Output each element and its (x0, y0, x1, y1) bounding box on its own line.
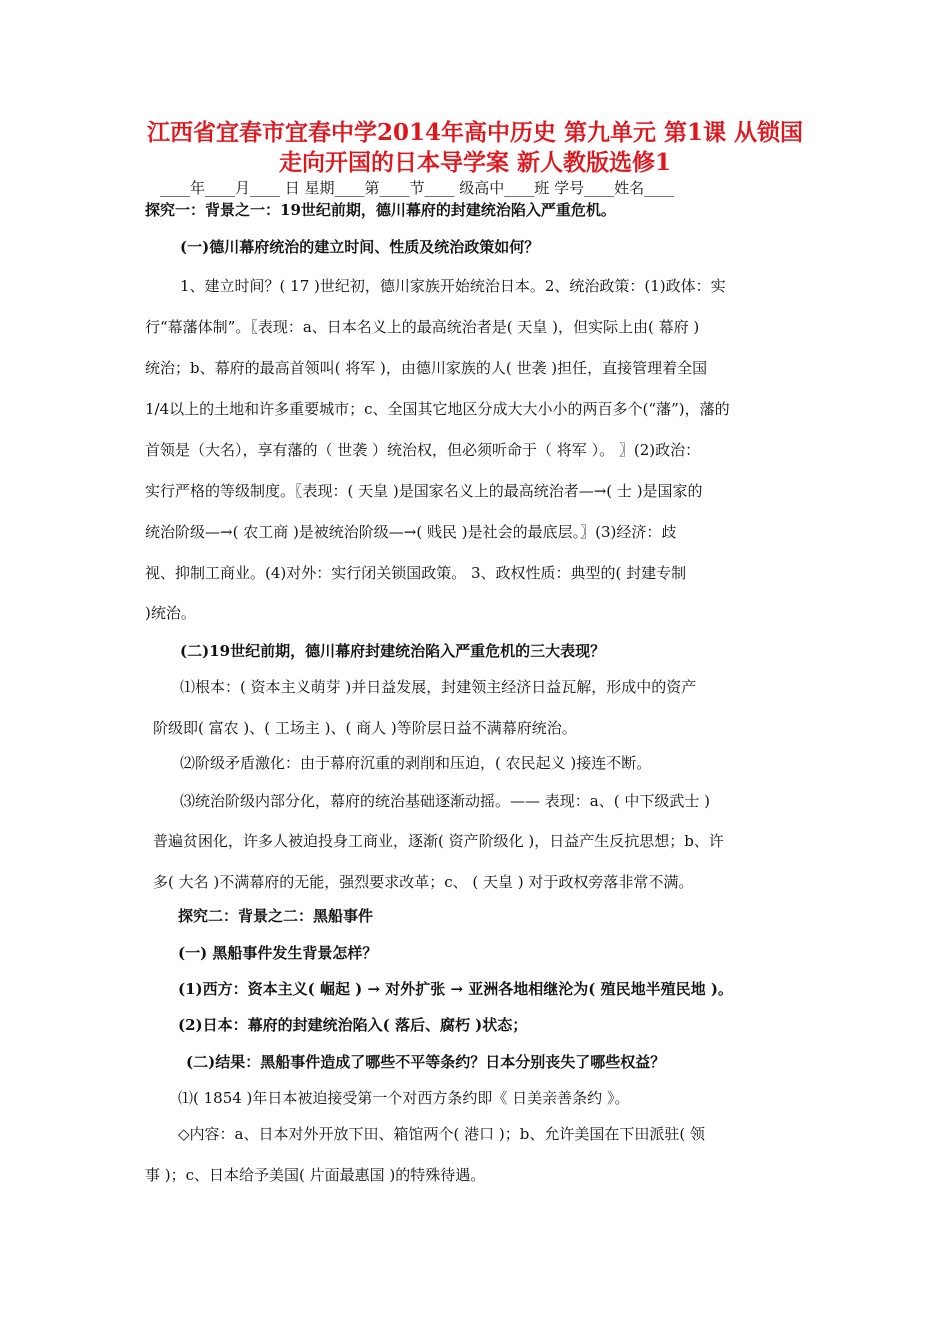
question-heading: (二)结果：黑船事件造成了哪些不平等条约？日本分别丧失了哪些权益？ (186, 1053, 666, 1071)
section-heading: 探究一：背景之一：19世纪前期，德川幕府的封建统治陷入严重危机。 (145, 201, 616, 219)
paragraph-line: )统治。 (145, 604, 196, 622)
question-heading: (一)德川幕府统治的建立时间、性质及统治政策如何？ (180, 238, 540, 256)
paragraph-line: 统治阶级—→( 农工商 )是被统治阶级—→( 贱民 )是社会的最底层。〗(3)经济：歧 (145, 523, 677, 541)
section-heading: 探究二：背景之二：黑船事件 (178, 907, 374, 925)
paragraph-line: 多( 大名 )不满幕府的无能，强烈要求改革；c、 ( 天皇 ) 对于政权旁落非常不满。 (153, 873, 694, 891)
paragraph-line: (2)日本：幕府的封建统治陷入( 落后、腐朽 )状态； (178, 1016, 528, 1034)
student-info-form: ____年____月____ 日 星期____第____节____ 级高中____班 学号____姓名____ (160, 179, 675, 197)
paragraph-line: ⑴根本：( 资本主义萌芽 )并日益发展，封建领主经济日益瓦解，形成中的资产 (180, 678, 697, 696)
paragraph-line: ⑵阶级矛盾激化：由于幕府沉重的剥削和压迫，( 农民起义 )接连不断。 (180, 754, 652, 772)
document-title-line-2: 走向开国的日本导学案 新人教版选修1 (278, 149, 671, 176)
paragraph-line: 视、抑制工商业。(4)对外：实行闭关锁国政策。 3、政权性质：典型的( 封建专制 (145, 564, 687, 582)
paragraph-line: ⑶统治阶级内部分化，幕府的统治基础逐渐动摇。—— 表现：a、( 中下级武士 ) (180, 792, 710, 810)
document-title-line-1: 江西省宜春市宜春中学2014年高中历史 第九单元 第1课 从锁国 (146, 119, 804, 146)
paragraph-line: 首领是（大名），享有藩的（ 世袭 ）统治权，但必须听命于（ 将军 ）。 〗(2)政治： (145, 441, 701, 459)
paragraph-line: 1/4以上的土地和许多重要城市；c、全国其它地区分成大大小小的两百多个(“藩”)，藩的 (145, 400, 730, 418)
paragraph-line: 实行严格的等级制度。〖表现：( 天皇 )是国家名义上的最高统治者—→( 士 )是国家的 (145, 482, 703, 500)
paragraph-line: (1)西方：资本主义( 崛起 ) → 对外扩张 → 亚洲各地相继沦为( 殖民地半殖民地 )。 (178, 980, 733, 998)
paragraph-line: 1、建立时间？( 17 )世纪初，德川家族开始统治日本。2、统治政策：(1)政体：实 (180, 277, 726, 295)
paragraph-line: 行“幕藩体制”。〖表现：a、日本名义上的最高统治者是( 天皇 )，但实际上由( 幕府 ) (145, 318, 700, 336)
paragraph-line: 普遍贫困化，许多人被迫投身工商业，逐渐( 资产阶级化 )，日益产生反抗思想；b、许 (153, 832, 724, 850)
paragraph-line: ⑴( 1854 )年日本被迫接受第一个对西方条约即《 日美亲善条约 》。 (178, 1089, 630, 1107)
paragraph-line: ◇内容：a、日本对外开放下田、箱馆两个( 港口 )；b、允许美国在下田派驻( 领 (178, 1125, 705, 1143)
paragraph-line: 阶级即( 富农 )、( 工场主 )、( 商人 )等阶层日益不满幕府统治。 (153, 719, 577, 737)
paragraph-line: 事 )；c、日本给予美国( 片面最惠国 )的特殊待遇。 (145, 1166, 486, 1184)
question-heading: (二)19世纪前期，德川幕府封建统治陷入严重危机的三大表现？ (180, 642, 606, 660)
question-heading: (一) 黑船事件发生背景怎样？ (178, 944, 378, 962)
paragraph-line: 统治；b、幕府的最高首领叫( 将军 )，由德川家族的人( 世袭 )担任，直接管理着全国 (145, 359, 708, 377)
